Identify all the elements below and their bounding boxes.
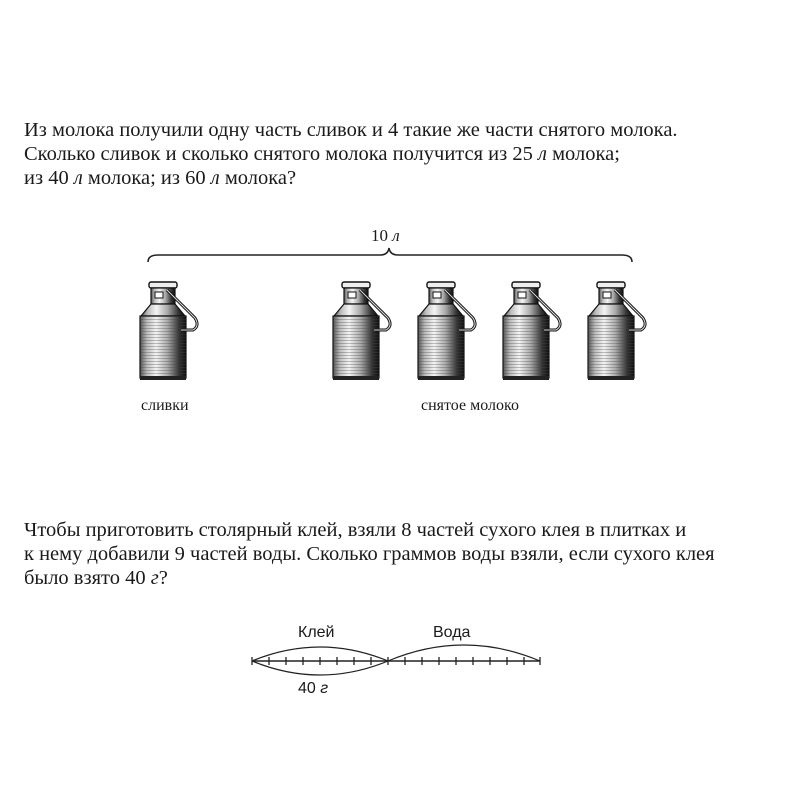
problem-2-line-2: к нему добавили 9 частей воды. Сколько граммов воды взяли, если сухого клея [24, 543, 715, 565]
milk-can-skimmed-1 [333, 282, 390, 380]
unit-gram: г [150, 567, 159, 589]
label-glue-mass: 40 г [298, 680, 329, 697]
label-skimmed-milk: снятое молоко [421, 397, 519, 414]
milk-can-skimmed-2 [418, 282, 475, 380]
unit-liter: л [73, 167, 83, 189]
problem-2-line-3: было взято 40 г? [24, 567, 168, 589]
milk-can-skimmed-3 [503, 282, 560, 380]
label-cream: сливки [141, 397, 189, 414]
label-glue: Клей [298, 624, 335, 641]
problem-1-line-2: Сколько сливок и сколько снятого молока получится из 25 л молока; [24, 143, 620, 165]
unit-liter: л [538, 143, 547, 165]
milk-can-cream [140, 282, 197, 380]
problem-1-line-3: из 40 л молока; из 60 л молока? [24, 167, 297, 189]
segment-diagram [252, 645, 540, 675]
problem-2-line-1: Чтобы приготовить столярный клей, взяли 8 частей сухого клея в плитках и [24, 519, 687, 541]
water-arc-top [388, 645, 540, 661]
problem-2-text [24, 518, 715, 590]
problem-1-line-1: Из молока получили одну часть сливок и 4 такие же части снятого молока. [24, 119, 678, 141]
brace-label: 10 л [371, 226, 400, 245]
curly-brace [148, 248, 632, 262]
milk-can-skimmed-4 [588, 282, 645, 380]
label-water: Вода [433, 624, 471, 641]
unit-liter: л [210, 167, 220, 189]
